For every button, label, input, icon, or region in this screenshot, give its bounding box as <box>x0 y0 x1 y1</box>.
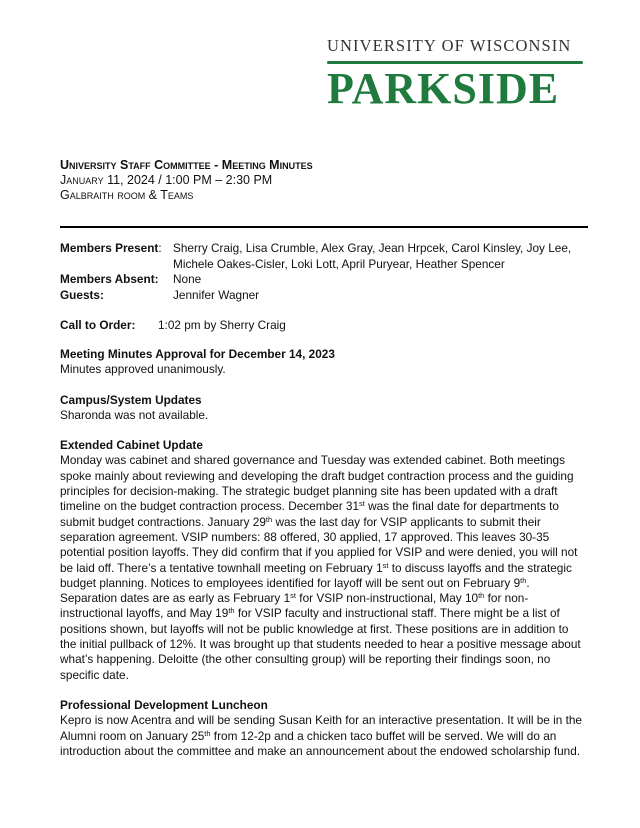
section-heading: Professional Development Luncheon <box>60 697 268 712</box>
members-present-label: Members Present: <box>60 241 162 255</box>
section-minutes-approval <box>60 347 582 378</box>
section-text: Monday was cabinet and shared governance and Tuesday was extended cabinet. Both meetings spoke mainly about reviewing and developing the draft budget contraction process and the guiding principles for decision-making. The strategic budget planning site has been updated with a draft timeline on the budget contraction process. December 31st was the final date for departments to submit budget contractions. January 29th was the last day for VSIP applicants to submit their separation agreement. VSIP numbers: 88 offered, 30 applied, 17 approved. This leaves 30-35 potential position layoffs. They did confirm that if you applied for VSIP and were denied, you will not be laid off. There’s a tentative townhall meeting on February 1st to discuss layoffs and the strategic budget planning. Notices to employees identified for layoff will be sent out on February 9th. Separation dates are as early as February 1st for VSIP non-instructional, May 10th for non-instructional layoffs, and May 19th for VSIP faculty and instructional staff. There might be a list of positions shown, but layoffs will not be public knowledge at first. These positions are in addition to the initial pullback of 12%. It was brought up that students needed to hear a positive message about what’s happening. Deloitte (the other consulting group) will be reporting their findings soon, no specific date. <box>60 453 581 682</box>
section-extended-cabinet <box>60 438 582 683</box>
section-text: Minutes approved unanimously. <box>60 362 226 377</box>
section-heading: Extended Cabinet Update <box>60 438 203 453</box>
call-to-order-value: 1:02 pm by Sherry Craig <box>158 318 286 332</box>
section-heading: Campus/System Updates <box>60 392 202 407</box>
section-text: Sharonda was not available. <box>60 407 209 422</box>
document-title: University Staff Committee - Meeting Minutes <box>60 158 313 172</box>
guests-row <box>60 288 590 304</box>
header-divider <box>60 226 588 228</box>
members-absent-value: None <box>173 272 202 286</box>
section-heading: Meeting Minutes Approval for December 14, 2023 <box>60 347 335 361</box>
section-text: Kepro is now Acentra and will be sending Susan Keith for an interactive presentation. It will be in the Alumni room on January 25th from 12-2p and a chicken taco buffet will be served. We will do an introduction about the committee and make an announcement about the endowed scholarship fund. <box>60 713 582 758</box>
section-professional-development <box>60 698 582 759</box>
logo-top-text: UNIVERSITY OF WISCONSIN <box>327 36 572 55</box>
guests-value: Jennifer Wagner <box>173 287 260 302</box>
document-header <box>60 158 588 204</box>
members-present-row <box>60 241 590 272</box>
section-campus-updates <box>60 393 582 424</box>
logo-main-text: PARKSIDE <box>327 64 560 113</box>
guests-label: Guests: <box>60 287 104 302</box>
meeting-location: Galbraith room & Teams <box>60 188 194 203</box>
university-logo <box>327 36 583 111</box>
call-to-order <box>60 318 286 332</box>
minutes-body <box>60 347 582 774</box>
attendance-block <box>60 241 590 303</box>
members-absent-row <box>60 272 590 288</box>
members-present-value: Sherry Craig, Lisa Crumble, Alex Gray, Jean Hrpcek, Carol Kinsley, Joy Lee, Michele Oakes-Cisler, Loki Lott, April Puryear, Heather Spencer <box>173 241 572 271</box>
meeting-date-time: January 11, 2024 / 1:00 PM – 2:30 PM <box>60 173 273 188</box>
members-absent-label: Members Absent: <box>60 272 159 286</box>
call-to-order-label: Call to Order: <box>60 318 136 332</box>
